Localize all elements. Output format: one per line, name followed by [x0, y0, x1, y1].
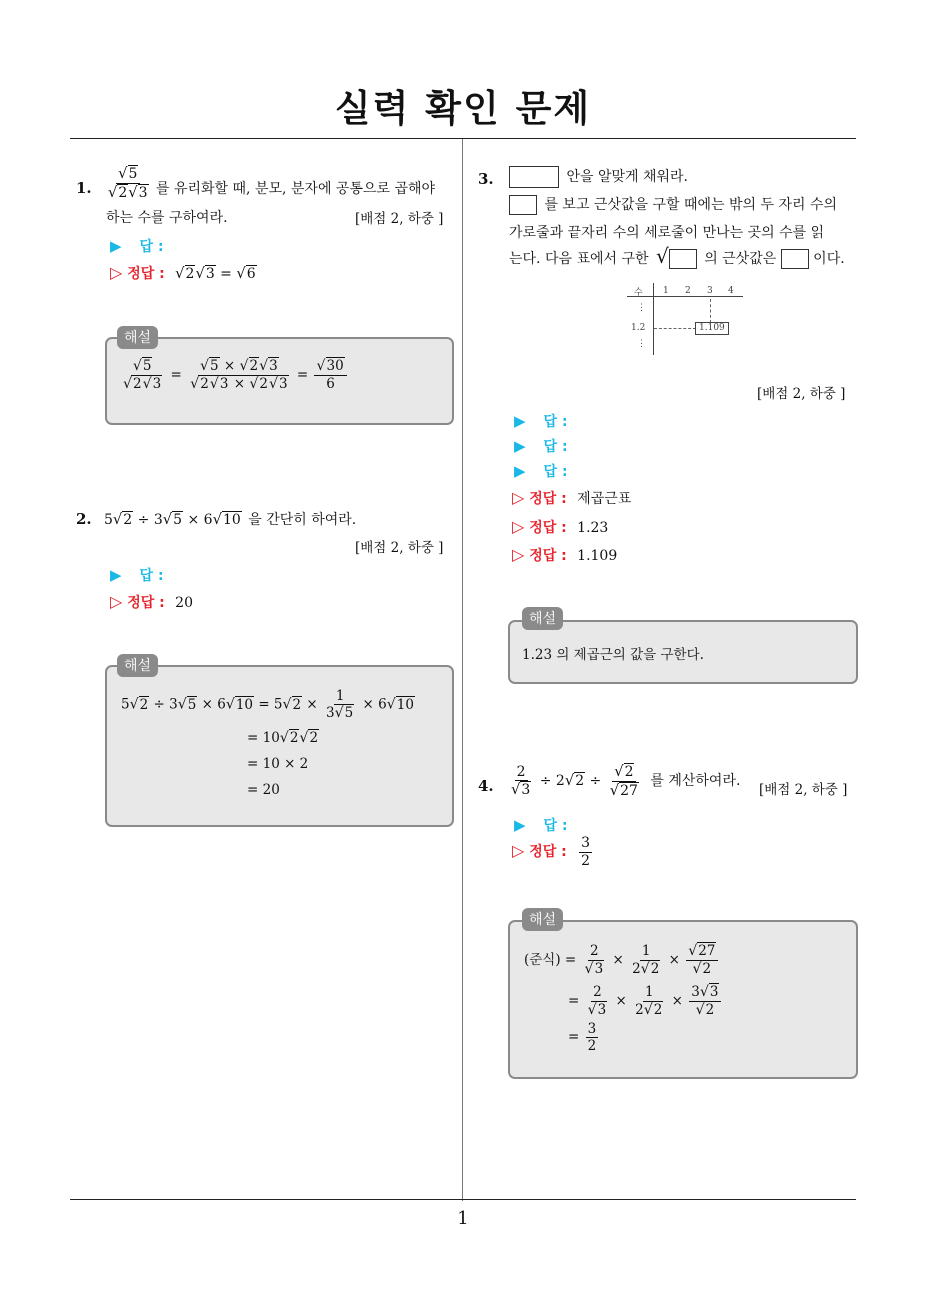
table-head: 수 — [634, 288, 643, 298]
q2-expression: 5√2 ÷ 3√5 × 6√10 을 간단히 하여라. — [104, 511, 357, 528]
q2-points: [배점 2, 하중 ] — [355, 540, 444, 556]
q3-points: [배점 2, 하중 ] — [757, 386, 846, 402]
q3-correct-row-1: ▷ 정답 : 제곱근표 — [512, 488, 632, 507]
table-dots: ⋮ — [637, 303, 646, 313]
table-col-4: 4 — [728, 286, 734, 296]
q1-answer-row: ▶ 답 : — [110, 237, 164, 255]
q2-solution-line-3: = 10 × 2 — [247, 756, 309, 772]
blank-box — [781, 249, 809, 269]
q1-expression: $\frac{√5}{√2√3}$ — [108, 165, 148, 201]
q1-text: 를 유리화할 때, 분모, 분자에 공통으로 곱해야 — [156, 181, 436, 197]
q3-answer-row-2: ▶ 답 : — [514, 437, 568, 455]
q2-solution-line-2: = 10√2√2 — [247, 730, 319, 746]
q1-number: 1. — [76, 179, 92, 197]
table-col-1: 1 — [663, 286, 669, 296]
table-row-label: 1.2 — [631, 323, 646, 333]
q1-correct-value: √2√3 = √6 — [175, 265, 256, 282]
q3-correct-row-3: ▷ 정답 : 1.109 — [512, 545, 618, 564]
q2-answer-row: ▶ 답 : — [110, 566, 164, 584]
q2-correct-row: ▷ 정답 : 20 — [110, 592, 193, 611]
q3-line-3: 가로줄과 끝자리 수의 세로줄이 만나는 곳의 수를 읽 — [509, 225, 825, 241]
q4-expression: $\frac{2}{√3}$ ÷ 2√2 ÷ $\frac{√2}{√27}$ 를 계산하여라. — [511, 763, 741, 799]
table-cell: 1.109 — [695, 322, 729, 335]
q2-solution-tag: 해설 — [117, 654, 158, 677]
outline-triangle-icon: ▷ — [110, 263, 123, 282]
blank-box — [669, 249, 697, 269]
table-col-2: 2 — [685, 286, 691, 296]
table-col-3: 3 — [707, 286, 713, 296]
top-divider — [70, 138, 856, 139]
q3-correct-row-2: ▷ 정답 : 1.23 — [512, 517, 609, 536]
q2-correct-value: 20 — [175, 595, 193, 611]
play-triangle-icon: ▶ — [514, 816, 526, 834]
blank-box — [509, 166, 559, 188]
bottom-divider — [70, 1199, 856, 1200]
q3-solution-box — [508, 620, 858, 684]
q1-solution-tag: 해설 — [117, 326, 158, 349]
q1-correct-row: ▷ 정답 : √2√3 = √6 — [110, 263, 256, 282]
q2-solution-line-4: = 20 — [247, 782, 280, 798]
q4-solution-tag: 해설 — [522, 908, 563, 931]
q4-solution-line-1: (준식) = $\frac{2}{√3}$ × $\frac{1}{2√2}$ × $\frac{√27}{√2}$ — [524, 944, 720, 977]
outline-triangle-icon: ▷ — [110, 592, 123, 611]
outline-triangle-icon: ▷ — [512, 488, 525, 507]
play-triangle-icon: ▶ — [110, 237, 122, 255]
q2-text: 을 간단히 하여라. — [248, 512, 357, 528]
play-triangle-icon: ▶ — [514, 412, 526, 430]
q3-line-2: 를 보고 근삿값을 구할 때에는 밖의 두 자리 수의 — [509, 194, 837, 215]
q4-points: [배점 2, 하중 ] — [759, 782, 848, 798]
q1-points: [배점 2, 하중 ] — [355, 211, 444, 227]
q1-text-2: 하는 수를 구하여라. — [106, 210, 228, 226]
table-dots: ⋮ — [637, 339, 646, 349]
q2-solution-box — [105, 665, 454, 827]
q3-number: 3. — [478, 170, 494, 188]
q3-line-4: 는다. 다음 표에서 구한 √ 의 근삿값은 이다. — [509, 244, 845, 268]
blank-box — [509, 195, 537, 215]
q3-answer-row-1: ▶ 답 : — [514, 412, 568, 430]
outline-triangle-icon: ▷ — [512, 841, 525, 861]
q4-correct-row: ▷ 정답 : $\frac{3}{2}$ — [512, 836, 594, 868]
q4-answer-row: ▶ 답 : — [514, 816, 568, 834]
q2-number: 2. — [76, 510, 92, 528]
q4-number: 4. — [478, 777, 494, 795]
page-title: 실력 확인 문제 — [334, 87, 592, 130]
q1-solution-box — [105, 337, 454, 425]
q3-line-1: 안을 알맞게 채워라. — [509, 166, 688, 188]
square-root-table — [627, 283, 743, 355]
page-number: 1 — [457, 1208, 469, 1229]
play-triangle-icon: ▶ — [514, 462, 526, 480]
q3-answer-row-3: ▶ 답 : — [514, 462, 568, 480]
play-triangle-icon: ▶ — [110, 566, 122, 584]
column-divider — [462, 139, 463, 1201]
q1-solution: $\frac{√5}{√2√3}$ = $\frac{√5 \times √2√3}{√2√3 \times √2√3}$ = $\frac{√30}{6}$ — [119, 359, 349, 392]
q3-solution: 1.23 의 제곱근의 값을 구한다. — [522, 647, 704, 663]
q4-text: 를 계산하여라. — [650, 773, 741, 790]
play-triangle-icon: ▶ — [514, 437, 526, 455]
q4-solution-line-3: = $\frac{3}{2}$ — [568, 1021, 597, 1055]
q3-solution-tag: 해설 — [522, 607, 563, 630]
q2-solution-line-1: 5√2 ÷ 3√5 × 6√10 = 5√2 × $\frac{1}{3√5}$ × 6√10 — [121, 688, 414, 722]
outline-triangle-icon: ▷ — [512, 545, 525, 564]
q4-solution-line-2: = $\frac{2}{√3}$ × $\frac{1}{2√2}$ × $\frac{3√3}{√2}$ — [568, 985, 723, 1018]
outline-triangle-icon: ▷ — [512, 517, 525, 536]
q4-solution-box — [508, 920, 858, 1079]
q4-correct-value: $\frac{3}{2}$ — [581, 835, 591, 869]
